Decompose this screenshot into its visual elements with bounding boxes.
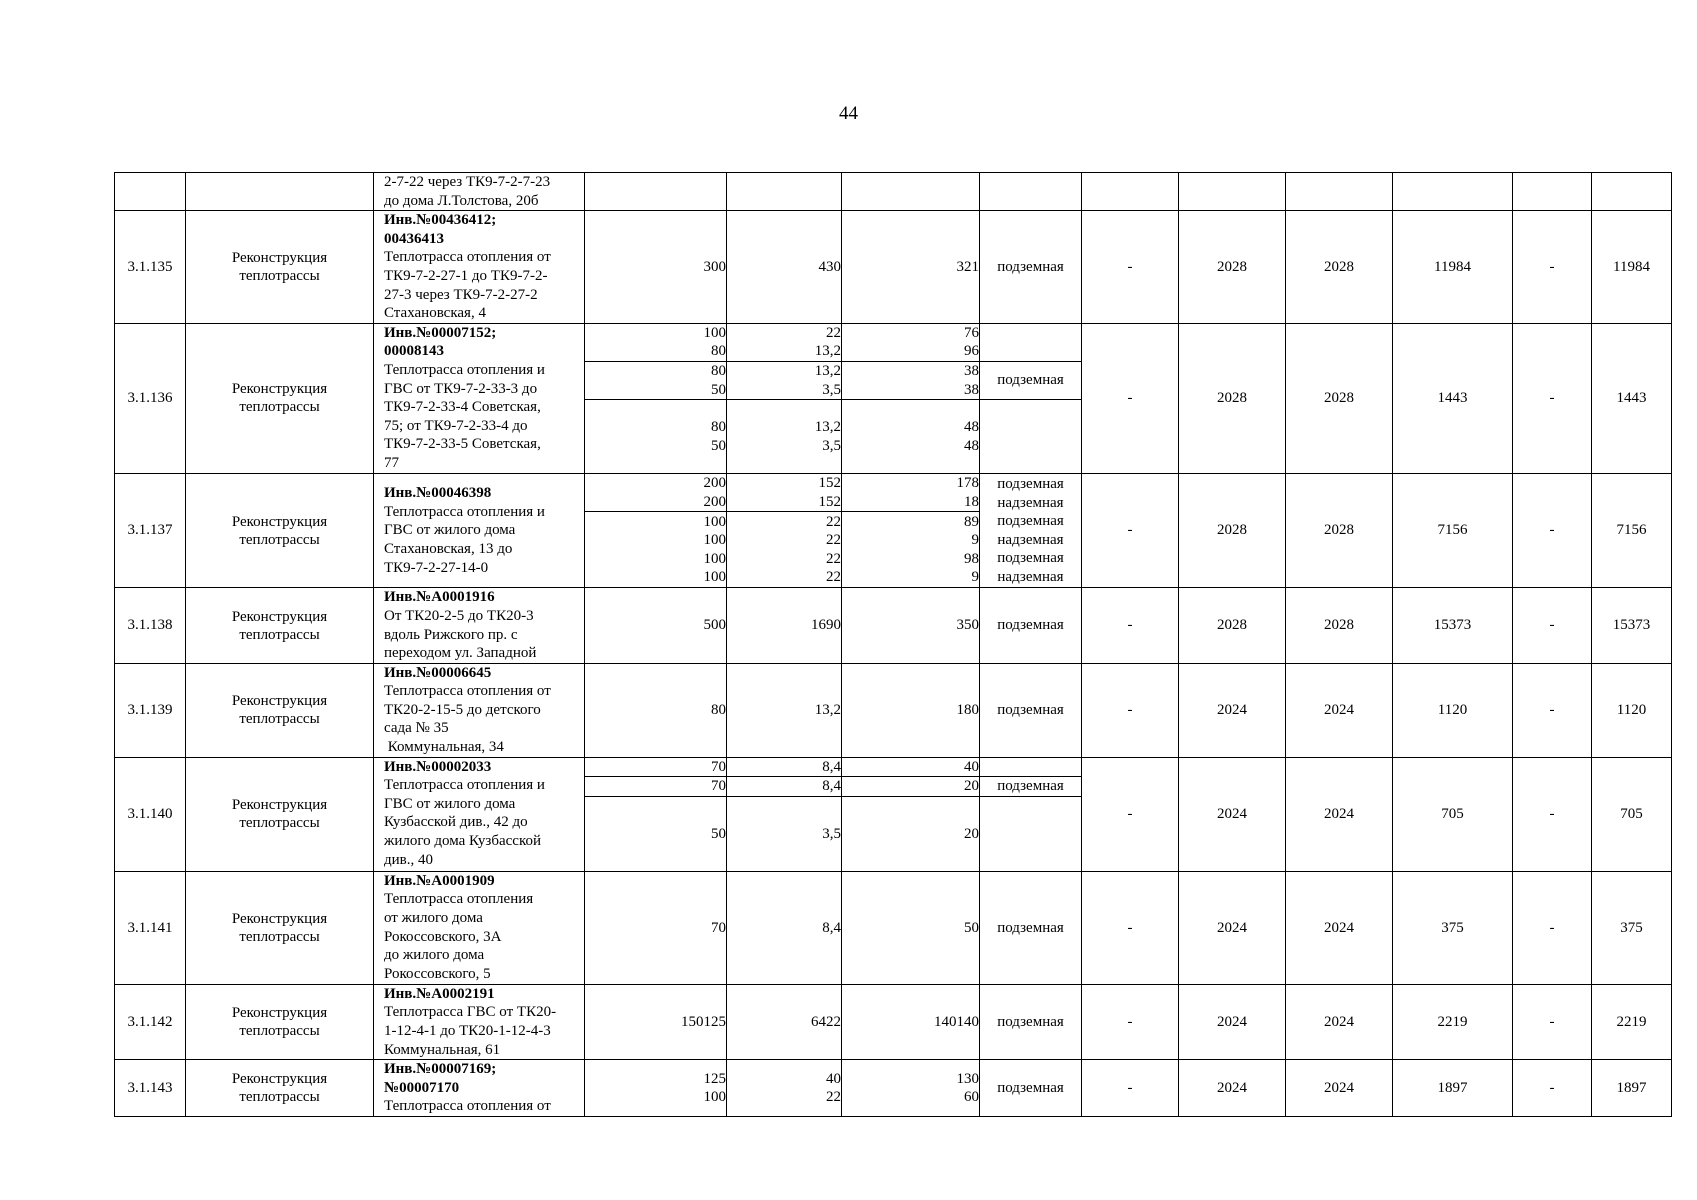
year-start: 2024 bbox=[1179, 984, 1286, 1059]
cost-sum: 375 bbox=[1592, 871, 1672, 984]
row-number: 3.1.137 bbox=[115, 474, 186, 588]
work-type: Реконструкция теплотрассы bbox=[186, 984, 374, 1059]
pipe-diameter: 100 80 bbox=[585, 323, 727, 361]
dash-cell: - bbox=[1082, 588, 1179, 663]
cost-sum: 1443 bbox=[1592, 323, 1672, 473]
investment-table bbox=[114, 172, 1672, 1117]
pipe-area: 22 13,2 bbox=[727, 323, 842, 361]
year-end: 2028 bbox=[1286, 588, 1393, 663]
pipe-area: 13,2 3,5 bbox=[727, 361, 842, 399]
pipe-length: 321 bbox=[842, 211, 980, 324]
pipe-length: 180 bbox=[842, 663, 980, 757]
cost-total: 7156 bbox=[1393, 474, 1513, 588]
pipe-area: 22 22 22 22 bbox=[727, 512, 842, 588]
laying-type: подземная bbox=[980, 588, 1082, 663]
project-description: Инв.№А0001916 От ТК20-2-5 до ТК20-3 вдоль Рижского пр. с переходом ул. Западной bbox=[374, 588, 585, 663]
pipe-length: 76 96 bbox=[842, 323, 980, 361]
year-end: 2024 bbox=[1286, 871, 1393, 984]
pipe-length: 38 38 bbox=[842, 361, 980, 399]
row-number: 3.1.143 bbox=[115, 1060, 186, 1117]
pipe-length: 48 48 bbox=[842, 400, 980, 474]
work-type: Реконструкция теплотрассы bbox=[186, 211, 374, 324]
laying-type: подземная bbox=[980, 361, 1082, 399]
project-description: Инв.№00046398 Теплотрасса отопления и ГВС от жилого дома Стахановская, 13 до ТК9-7-2-27-14-0 bbox=[374, 474, 585, 588]
work-type: Реконструкция теплотрассы bbox=[186, 757, 374, 871]
cost-sum: 7156 bbox=[1592, 474, 1672, 588]
dash-cell: - bbox=[1082, 474, 1179, 588]
table-row bbox=[115, 211, 1672, 324]
cost-total: 2219 bbox=[1393, 984, 1513, 1059]
cost-sum: 1897 bbox=[1592, 1060, 1672, 1117]
dash-cell: - bbox=[1082, 871, 1179, 984]
year-start: 2028 bbox=[1179, 588, 1286, 663]
table-row bbox=[115, 474, 1672, 512]
year-end: 2028 bbox=[1286, 211, 1393, 324]
pipe-length: 20 bbox=[842, 796, 980, 871]
laying-type: подземная надземная подземная надземная подземная надземная bbox=[980, 474, 1082, 588]
row-number: 3.1.138 bbox=[115, 588, 186, 663]
dash-cell: - bbox=[1082, 211, 1179, 324]
pipe-area: 3,5 bbox=[727, 796, 842, 871]
row-number: 3.1.135 bbox=[115, 211, 186, 324]
laying-type: подземная bbox=[980, 984, 1082, 1059]
project-description: Инв.№00006645 Теплотрасса отопления от ТК20-2-15-5 до детского сада № 35 Коммунальная, 34 bbox=[374, 663, 585, 757]
table-row bbox=[115, 663, 1672, 757]
cost-sum: 15373 bbox=[1592, 588, 1672, 663]
year-end: 2028 bbox=[1286, 474, 1393, 588]
table-row bbox=[115, 871, 1672, 984]
year-start: 2028 bbox=[1179, 474, 1286, 588]
page-number: 44 bbox=[839, 103, 858, 124]
year-end: 2024 bbox=[1286, 757, 1393, 871]
work-type: Реконструкция теплотрассы bbox=[186, 1060, 374, 1117]
pipe-diameter: 70 bbox=[585, 871, 727, 984]
cost-extra: - bbox=[1513, 757, 1592, 871]
pipe-diameter: 200 200 bbox=[585, 474, 727, 512]
project-description: 2-7-22 через ТК9-7-2-7-23 до дома Л.Толстова, 20б bbox=[374, 173, 585, 211]
pipe-diameter: 150125 bbox=[585, 984, 727, 1059]
dash-cell: - bbox=[1082, 323, 1179, 473]
pipe-length: 89 9 98 9 bbox=[842, 512, 980, 588]
year-start: 2024 bbox=[1179, 663, 1286, 757]
year-start: 2024 bbox=[1179, 871, 1286, 984]
pipe-diameter: 80 50 bbox=[585, 361, 727, 399]
pipe-area: 430 bbox=[727, 211, 842, 324]
pipe-diameter: 300 bbox=[585, 211, 727, 324]
pipe-length: 50 bbox=[842, 871, 980, 984]
pipe-area: 40 22 bbox=[727, 1060, 842, 1117]
cost-extra: - bbox=[1513, 588, 1592, 663]
row-number: 3.1.136 bbox=[115, 323, 186, 473]
work-type: Реконструкция теплотрассы bbox=[186, 663, 374, 757]
pipe-area: 8,4 bbox=[727, 777, 842, 797]
pipe-area: 1690 bbox=[727, 588, 842, 663]
work-type: Реконструкция теплотрассы bbox=[186, 474, 374, 588]
work-type: Реконструкция теплотрассы bbox=[186, 323, 374, 473]
pipe-area: 8,4 bbox=[727, 757, 842, 777]
cost-total: 1443 bbox=[1393, 323, 1513, 473]
table-row-continuation bbox=[115, 173, 1672, 211]
cost-sum: 2219 bbox=[1592, 984, 1672, 1059]
laying-type: подземная bbox=[980, 1060, 1082, 1117]
cost-total: 11984 bbox=[1393, 211, 1513, 324]
laying-type: подземная bbox=[980, 663, 1082, 757]
project-description: Инв.№00002033 Теплотрасса отопления и ГВС от жилого дома Кузбасской див., 42 до жилого дома Кузбасской див., 40 bbox=[374, 757, 585, 871]
row-number: 3.1.140 bbox=[115, 757, 186, 871]
dash-cell: - bbox=[1082, 984, 1179, 1059]
cost-extra: - bbox=[1513, 663, 1592, 757]
laying-type: подземная bbox=[980, 871, 1082, 984]
project-description: Инв.№А0002191 Теплотрасса ГВС от ТК20- 1-12-4-1 до ТК20-1-12-4-3 Коммунальная, 61 bbox=[374, 984, 585, 1059]
pipe-length: 130 60 bbox=[842, 1060, 980, 1117]
pipe-diameter: 70 bbox=[585, 757, 727, 777]
cost-extra: - bbox=[1513, 211, 1592, 324]
pipe-length: 140140 bbox=[842, 984, 980, 1059]
pipe-length: 40 bbox=[842, 757, 980, 777]
year-start: 2028 bbox=[1179, 323, 1286, 473]
table-row bbox=[115, 588, 1672, 663]
year-start: 2028 bbox=[1179, 211, 1286, 324]
project-description: Инв.№00007152; 00008143 Теплотрасса отопления и ГВС от ТК9-7-2-33-3 до ТК9-7-2-33-4 Советская, 75; от ТК9-7-2-33-4 до ТК9-7-2-33-5 Советская, 77 bbox=[374, 323, 585, 473]
cost-sum: 11984 bbox=[1592, 211, 1672, 324]
year-start: 2024 bbox=[1179, 757, 1286, 871]
year-start: 2024 bbox=[1179, 1060, 1286, 1117]
pipe-length: 178 18 bbox=[842, 474, 980, 512]
year-end: 2024 bbox=[1286, 663, 1393, 757]
laying-type: подземная bbox=[980, 211, 1082, 324]
cost-extra: - bbox=[1513, 1060, 1592, 1117]
row-number: 3.1.142 bbox=[115, 984, 186, 1059]
pipe-area: 13,2 bbox=[727, 663, 842, 757]
dash-cell: - bbox=[1082, 1060, 1179, 1117]
pipe-diameter: 70 bbox=[585, 777, 727, 797]
table-row bbox=[115, 323, 1672, 361]
year-end: 2024 bbox=[1286, 1060, 1393, 1117]
cost-total: 375 bbox=[1393, 871, 1513, 984]
project-description: Инв.№00007169; №00007170 Теплотрасса отопления от bbox=[374, 1060, 585, 1117]
dash-cell: - bbox=[1082, 663, 1179, 757]
cost-sum: 705 bbox=[1592, 757, 1672, 871]
cost-total: 1120 bbox=[1393, 663, 1513, 757]
pipe-diameter: 500 bbox=[585, 588, 727, 663]
pipe-area: 8,4 bbox=[727, 871, 842, 984]
pipe-length: 20 bbox=[842, 777, 980, 797]
cost-extra: - bbox=[1513, 323, 1592, 473]
pipe-diameter: 80 bbox=[585, 663, 727, 757]
table-row bbox=[115, 1060, 1672, 1117]
pipe-diameter: 80 50 bbox=[585, 400, 727, 474]
pipe-area: 152 152 bbox=[727, 474, 842, 512]
cost-total: 1897 bbox=[1393, 1060, 1513, 1117]
cost-extra: - bbox=[1513, 984, 1592, 1059]
cost-sum: 1120 bbox=[1592, 663, 1672, 757]
year-end: 2024 bbox=[1286, 984, 1393, 1059]
pipe-area: 13,2 3,5 bbox=[727, 400, 842, 474]
work-type: Реконструкция теплотрассы bbox=[186, 588, 374, 663]
year-end: 2028 bbox=[1286, 323, 1393, 473]
pipe-area: 6422 bbox=[727, 984, 842, 1059]
cost-total: 15373 bbox=[1393, 588, 1513, 663]
work-type: Реконструкция теплотрассы bbox=[186, 871, 374, 984]
project-description: Инв.№А0001909 Теплотрасса отопления от жилого дома Рокоссовского, 3А до жилого дома Рокоссовского, 5 bbox=[374, 871, 585, 984]
table-row bbox=[115, 757, 1672, 777]
table-row bbox=[115, 984, 1672, 1059]
pipe-diameter: 50 bbox=[585, 796, 727, 871]
row-number: 3.1.139 bbox=[115, 663, 186, 757]
row-number: 3.1.141 bbox=[115, 871, 186, 984]
cost-extra: - bbox=[1513, 871, 1592, 984]
cost-extra: - bbox=[1513, 474, 1592, 588]
pipe-length: 350 bbox=[842, 588, 980, 663]
cost-total: 705 bbox=[1393, 757, 1513, 871]
project-description: Инв.№00436412; 00436413 Теплотрасса отопления от ТК9-7-2-27-1 до ТК9-7-2- 27-3 через ТК9-7-2-27-2 Стахановская, 4 bbox=[374, 211, 585, 324]
pipe-diameter: 125 100 bbox=[585, 1060, 727, 1117]
dash-cell: - bbox=[1082, 757, 1179, 871]
laying-type: подземная bbox=[980, 777, 1082, 797]
pipe-diameter: 100 100 100 100 bbox=[585, 512, 727, 588]
